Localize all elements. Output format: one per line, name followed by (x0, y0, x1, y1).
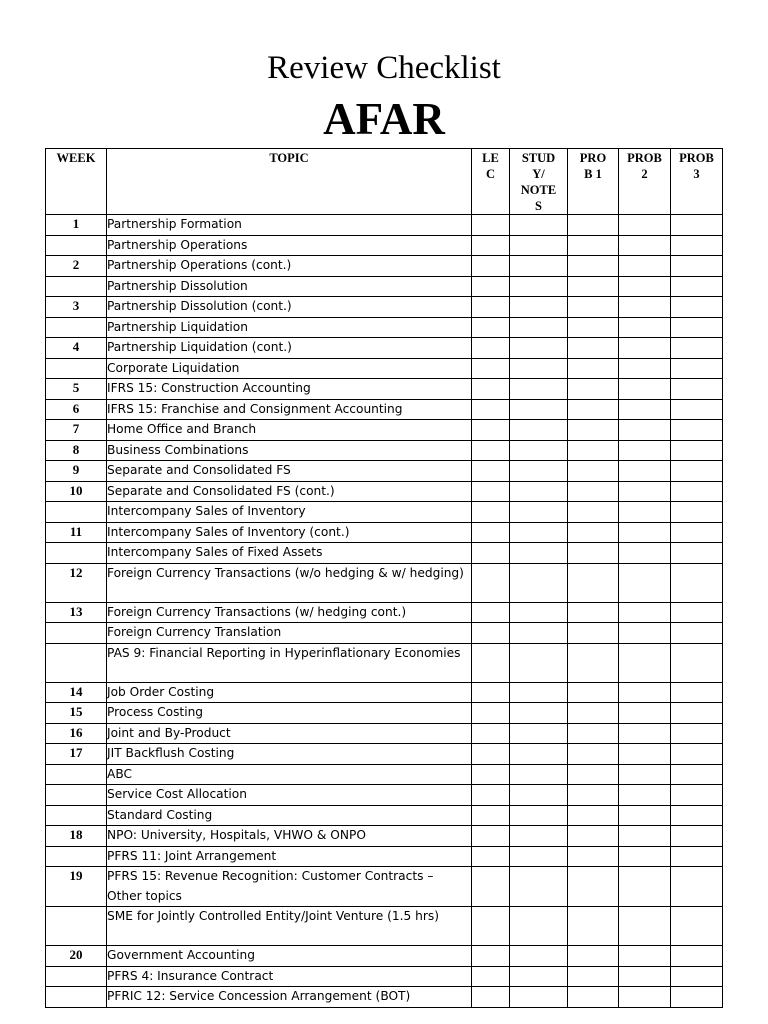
prob1-checkbox-cell (568, 522, 619, 543)
topic-cell: Intercompany Sales of Inventory (107, 502, 472, 523)
prob3-checkbox-cell (671, 703, 723, 724)
study-notes-checkbox-cell (510, 440, 568, 461)
table-row (46, 602, 723, 623)
lec-checkbox-cell (472, 358, 510, 379)
prob3-checkbox-cell (671, 682, 723, 703)
prob1-checkbox-cell (568, 543, 619, 564)
column-header-week: WEEK (46, 149, 107, 215)
study-notes-checkbox-cell (510, 682, 568, 703)
topic-cell: PFRS 11: Joint Arrangement (107, 846, 472, 867)
prob3-checkbox-cell (671, 764, 723, 785)
topic-cell: Service Cost Allocation (107, 785, 472, 806)
lec-checkbox-cell (472, 703, 510, 724)
week-cell: 12 (46, 563, 107, 602)
table-row (46, 946, 723, 967)
prob3-checkbox-cell (671, 276, 723, 297)
prob2-checkbox-cell (619, 543, 671, 564)
topic-cell: Partnership Liquidation (cont.) (107, 338, 472, 359)
table-row (46, 522, 723, 543)
column-header-prob3: PROB 3 (671, 149, 723, 215)
column-header-lec: LE C (472, 149, 510, 215)
prob2-checkbox-cell (619, 215, 671, 236)
study-notes-checkbox-cell (510, 461, 568, 482)
lec-checkbox-cell (472, 867, 510, 907)
checklist-table (45, 148, 723, 1008)
lec-checkbox-cell (472, 643, 510, 682)
table-row (46, 481, 723, 502)
prob2-checkbox-cell (619, 399, 671, 420)
table-row (46, 399, 723, 420)
table-row (46, 338, 723, 359)
week-cell: 1 (46, 215, 107, 236)
prob3-checkbox-cell (671, 481, 723, 502)
week-cell: 20 (46, 946, 107, 967)
topic-cell: Foreign Currency Translation (107, 623, 472, 644)
topic-cell: IFRS 15: Construction Accounting (107, 379, 472, 400)
lec-checkbox-cell (472, 502, 510, 523)
prob3-checkbox-cell (671, 723, 723, 744)
prob1-checkbox-cell (568, 966, 619, 987)
prob2-checkbox-cell (619, 522, 671, 543)
study-notes-checkbox-cell (510, 987, 568, 1008)
lec-checkbox-cell (472, 543, 510, 564)
prob2-checkbox-cell (619, 602, 671, 623)
study-notes-checkbox-cell (510, 543, 568, 564)
prob3-checkbox-cell (671, 440, 723, 461)
week-cell: 16 (46, 723, 107, 744)
prob1-checkbox-cell (568, 563, 619, 602)
lec-checkbox-cell (472, 256, 510, 277)
week-cell: 19 (46, 867, 107, 907)
study-notes-checkbox-cell (510, 744, 568, 765)
topic-cell: Business Combinations (107, 440, 472, 461)
week-cell (46, 317, 107, 338)
prob3-checkbox-cell (671, 744, 723, 765)
table-row (46, 440, 723, 461)
prob2-checkbox-cell (619, 338, 671, 359)
prob2-checkbox-cell (619, 276, 671, 297)
topic-cell: Partnership Dissolution (107, 276, 472, 297)
prob2-checkbox-cell (619, 563, 671, 602)
prob1-checkbox-cell (568, 987, 619, 1008)
study-notes-checkbox-cell (510, 867, 568, 907)
study-notes-checkbox-cell (510, 297, 568, 318)
lec-checkbox-cell (472, 338, 510, 359)
lec-checkbox-cell (472, 966, 510, 987)
study-notes-checkbox-cell (510, 643, 568, 682)
prob1-checkbox-cell (568, 682, 619, 703)
week-cell: 3 (46, 297, 107, 318)
prob3-checkbox-cell (671, 215, 723, 236)
lec-checkbox-cell (472, 399, 510, 420)
week-cell (46, 276, 107, 297)
prob3-checkbox-cell (671, 522, 723, 543)
topic-cell: Partnership Dissolution (cont.) (107, 297, 472, 318)
prob2-checkbox-cell (619, 846, 671, 867)
prob3-checkbox-cell (671, 502, 723, 523)
lec-checkbox-cell (472, 481, 510, 502)
study-notes-checkbox-cell (510, 420, 568, 441)
lec-checkbox-cell (472, 682, 510, 703)
lec-checkbox-cell (472, 846, 510, 867)
prob1-checkbox-cell (568, 623, 619, 644)
prob2-checkbox-cell (619, 643, 671, 682)
study-notes-checkbox-cell (510, 235, 568, 256)
topic-cell: PFRIC 12: Service Concession Arrangement (BOT) (107, 987, 472, 1008)
prob1-checkbox-cell (568, 297, 619, 318)
prob2-checkbox-cell (619, 764, 671, 785)
prob1-checkbox-cell (568, 399, 619, 420)
prob3-checkbox-cell (671, 946, 723, 967)
topic-cell: Government Accounting (107, 946, 472, 967)
week-cell: 9 (46, 461, 107, 482)
prob3-checkbox-cell (671, 379, 723, 400)
lec-checkbox-cell (472, 723, 510, 744)
prob3-checkbox-cell (671, 602, 723, 623)
lec-checkbox-cell (472, 907, 510, 946)
prob2-checkbox-cell (619, 440, 671, 461)
lec-checkbox-cell (472, 215, 510, 236)
table-row (46, 744, 723, 765)
lec-checkbox-cell (472, 379, 510, 400)
week-cell: 13 (46, 602, 107, 623)
lec-checkbox-cell (472, 805, 510, 826)
checklist-body (46, 215, 723, 1008)
table-row (46, 256, 723, 277)
study-notes-checkbox-cell (510, 723, 568, 744)
table-header-row (46, 149, 723, 215)
prob2-checkbox-cell (619, 946, 671, 967)
table-row (46, 297, 723, 318)
week-cell (46, 623, 107, 644)
lec-checkbox-cell (472, 987, 510, 1008)
topic-cell: Intercompany Sales of Fixed Assets (107, 543, 472, 564)
topic-cell: Partnership Liquidation (107, 317, 472, 338)
week-cell: 18 (46, 826, 107, 847)
prob1-checkbox-cell (568, 215, 619, 236)
topic-cell: Foreign Currency Transactions (w/o hedging & w/ hedging) (107, 563, 472, 602)
week-cell: 11 (46, 522, 107, 543)
prob2-checkbox-cell (619, 867, 671, 907)
prob2-checkbox-cell (619, 744, 671, 765)
table-row (46, 379, 723, 400)
lec-checkbox-cell (472, 623, 510, 644)
prob2-checkbox-cell (619, 703, 671, 724)
table-row (46, 235, 723, 256)
study-notes-checkbox-cell (510, 522, 568, 543)
study-notes-checkbox-cell (510, 502, 568, 523)
prob1-checkbox-cell (568, 502, 619, 523)
table-row (46, 764, 723, 785)
topic-cell: Partnership Operations (107, 235, 472, 256)
prob2-checkbox-cell (619, 907, 671, 946)
lec-checkbox-cell (472, 461, 510, 482)
prob2-checkbox-cell (619, 358, 671, 379)
prob1-checkbox-cell (568, 276, 619, 297)
topic-cell: Job Order Costing (107, 682, 472, 703)
study-notes-checkbox-cell (510, 563, 568, 602)
topic-cell: Process Costing (107, 703, 472, 724)
prob1-checkbox-cell (568, 805, 619, 826)
prob3-checkbox-cell (671, 256, 723, 277)
prob3-checkbox-cell (671, 317, 723, 338)
lec-checkbox-cell (472, 276, 510, 297)
prob1-checkbox-cell (568, 867, 619, 907)
table-row (46, 966, 723, 987)
prob1-checkbox-cell (568, 703, 619, 724)
table-row (46, 846, 723, 867)
table-row (46, 785, 723, 806)
study-notes-checkbox-cell (510, 399, 568, 420)
study-notes-checkbox-cell (510, 602, 568, 623)
column-header-topic: TOPIC (107, 149, 472, 215)
prob2-checkbox-cell (619, 826, 671, 847)
table-row (46, 987, 723, 1008)
table-row (46, 563, 723, 602)
prob3-checkbox-cell (671, 805, 723, 826)
table-row (46, 826, 723, 847)
table-row (46, 805, 723, 826)
prob3-checkbox-cell (671, 643, 723, 682)
topic-cell: JIT Backflush Costing (107, 744, 472, 765)
lec-checkbox-cell (472, 440, 510, 461)
study-notes-checkbox-cell (510, 338, 568, 359)
topic-cell: Home Office and Branch (107, 420, 472, 441)
table-row (46, 215, 723, 236)
study-notes-checkbox-cell (510, 358, 568, 379)
week-cell: 10 (46, 481, 107, 502)
table-row (46, 867, 723, 907)
prob3-checkbox-cell (671, 826, 723, 847)
prob3-checkbox-cell (671, 966, 723, 987)
lec-checkbox-cell (472, 522, 510, 543)
prob3-checkbox-cell (671, 846, 723, 867)
prob3-checkbox-cell (671, 785, 723, 806)
week-cell (46, 785, 107, 806)
week-cell (46, 764, 107, 785)
table-row (46, 420, 723, 441)
study-notes-checkbox-cell (510, 907, 568, 946)
prob1-checkbox-cell (568, 317, 619, 338)
prob1-checkbox-cell (568, 846, 619, 867)
topic-cell: SME for Jointly Controlled Entity/Joint Venture (1.5 hrs) (107, 907, 472, 946)
lec-checkbox-cell (472, 744, 510, 765)
lec-checkbox-cell (472, 946, 510, 967)
prob1-checkbox-cell (568, 358, 619, 379)
week-cell: 6 (46, 399, 107, 420)
prob1-checkbox-cell (568, 420, 619, 441)
study-notes-checkbox-cell (510, 317, 568, 338)
prob2-checkbox-cell (619, 785, 671, 806)
document-subtitle: AFAR (323, 94, 445, 144)
prob3-checkbox-cell (671, 461, 723, 482)
lec-checkbox-cell (472, 563, 510, 602)
topic-cell: NPO: University, Hospitals, VHWO & ONPO (107, 826, 472, 847)
prob3-checkbox-cell (671, 358, 723, 379)
week-cell (46, 358, 107, 379)
prob1-checkbox-cell (568, 235, 619, 256)
table-row (46, 276, 723, 297)
week-cell: 5 (46, 379, 107, 400)
topic-cell: Standard Costing (107, 805, 472, 826)
study-notes-checkbox-cell (510, 481, 568, 502)
prob3-checkbox-cell (671, 420, 723, 441)
topic-cell: Joint and By-Product (107, 723, 472, 744)
prob2-checkbox-cell (619, 461, 671, 482)
study-notes-checkbox-cell (510, 215, 568, 236)
week-cell (46, 907, 107, 946)
table-row (46, 461, 723, 482)
lec-checkbox-cell (472, 826, 510, 847)
topic-cell: Foreign Currency Transactions (w/ hedging cont.) (107, 602, 472, 623)
prob1-checkbox-cell (568, 946, 619, 967)
week-cell: 14 (46, 682, 107, 703)
table-row (46, 623, 723, 644)
week-cell: 15 (46, 703, 107, 724)
prob2-checkbox-cell (619, 317, 671, 338)
lec-checkbox-cell (472, 317, 510, 338)
week-cell (46, 846, 107, 867)
topic-cell: Partnership Operations (cont.) (107, 256, 472, 277)
prob2-checkbox-cell (619, 723, 671, 744)
prob3-checkbox-cell (671, 907, 723, 946)
topic-cell: IFRS 15: Franchise and Consignment Accounting (107, 399, 472, 420)
prob3-checkbox-cell (671, 338, 723, 359)
topic-cell: PFRS 15: Revenue Recognition: Customer Contracts – Other topics (107, 867, 472, 907)
study-notes-checkbox-cell (510, 846, 568, 867)
prob3-checkbox-cell (671, 543, 723, 564)
week-cell (46, 643, 107, 682)
week-cell: 7 (46, 420, 107, 441)
prob2-checkbox-cell (619, 235, 671, 256)
prob2-checkbox-cell (619, 481, 671, 502)
week-cell (46, 966, 107, 987)
study-notes-checkbox-cell (510, 276, 568, 297)
prob2-checkbox-cell (619, 256, 671, 277)
table-row (46, 682, 723, 703)
prob2-checkbox-cell (619, 297, 671, 318)
column-header-study-notes: STUD Y/ NOTE S (510, 149, 568, 215)
prob1-checkbox-cell (568, 643, 619, 682)
prob1-checkbox-cell (568, 440, 619, 461)
prob1-checkbox-cell (568, 744, 619, 765)
week-cell: 4 (46, 338, 107, 359)
prob1-checkbox-cell (568, 723, 619, 744)
study-notes-checkbox-cell (510, 764, 568, 785)
lec-checkbox-cell (472, 602, 510, 623)
prob1-checkbox-cell (568, 602, 619, 623)
prob1-checkbox-cell (568, 461, 619, 482)
lec-checkbox-cell (472, 420, 510, 441)
study-notes-checkbox-cell (510, 966, 568, 987)
prob2-checkbox-cell (619, 379, 671, 400)
study-notes-checkbox-cell (510, 703, 568, 724)
prob1-checkbox-cell (568, 785, 619, 806)
prob1-checkbox-cell (568, 256, 619, 277)
prob2-checkbox-cell (619, 682, 671, 703)
prob3-checkbox-cell (671, 235, 723, 256)
table-row (46, 723, 723, 744)
table-row (46, 907, 723, 946)
document-title: Review Checklist (267, 50, 501, 86)
lec-checkbox-cell (472, 785, 510, 806)
week-cell: 8 (46, 440, 107, 461)
prob3-checkbox-cell (671, 563, 723, 602)
prob2-checkbox-cell (619, 623, 671, 644)
topic-cell: ABC (107, 764, 472, 785)
table-row (46, 358, 723, 379)
topic-cell: Separate and Consolidated FS (107, 461, 472, 482)
table-row (46, 317, 723, 338)
table-row (46, 543, 723, 564)
week-cell (46, 987, 107, 1008)
column-header-prob2: PROB 2 (619, 149, 671, 215)
prob3-checkbox-cell (671, 399, 723, 420)
table-row (46, 643, 723, 682)
lec-checkbox-cell (472, 297, 510, 318)
study-notes-checkbox-cell (510, 946, 568, 967)
prob1-checkbox-cell (568, 907, 619, 946)
topic-cell: Partnership Formation (107, 215, 472, 236)
table-row (46, 502, 723, 523)
topic-cell: Separate and Consolidated FS (cont.) (107, 481, 472, 502)
lec-checkbox-cell (472, 764, 510, 785)
prob2-checkbox-cell (619, 966, 671, 987)
prob2-checkbox-cell (619, 987, 671, 1008)
prob1-checkbox-cell (568, 379, 619, 400)
prob1-checkbox-cell (568, 826, 619, 847)
week-cell (46, 235, 107, 256)
table-row (46, 703, 723, 724)
prob3-checkbox-cell (671, 867, 723, 907)
prob1-checkbox-cell (568, 764, 619, 785)
prob3-checkbox-cell (671, 623, 723, 644)
study-notes-checkbox-cell (510, 785, 568, 806)
week-cell: 2 (46, 256, 107, 277)
study-notes-checkbox-cell (510, 623, 568, 644)
topic-cell: PAS 9: Financial Reporting in Hyperinflationary Economies (107, 643, 472, 682)
study-notes-checkbox-cell (510, 256, 568, 277)
topic-cell: Intercompany Sales of Inventory (cont.) (107, 522, 472, 543)
prob3-checkbox-cell (671, 987, 723, 1008)
prob1-checkbox-cell (568, 338, 619, 359)
prob2-checkbox-cell (619, 420, 671, 441)
prob2-checkbox-cell (619, 805, 671, 826)
week-cell (46, 543, 107, 564)
study-notes-checkbox-cell (510, 379, 568, 400)
column-header-prob1: PRO B 1 (568, 149, 619, 215)
week-cell (46, 502, 107, 523)
topic-cell: Corporate Liquidation (107, 358, 472, 379)
study-notes-checkbox-cell (510, 805, 568, 826)
week-cell (46, 805, 107, 826)
topic-cell: PFRS 4: Insurance Contract (107, 966, 472, 987)
prob3-checkbox-cell (671, 297, 723, 318)
study-notes-checkbox-cell (510, 826, 568, 847)
prob1-checkbox-cell (568, 481, 619, 502)
week-cell: 17 (46, 744, 107, 765)
prob2-checkbox-cell (619, 502, 671, 523)
lec-checkbox-cell (472, 235, 510, 256)
